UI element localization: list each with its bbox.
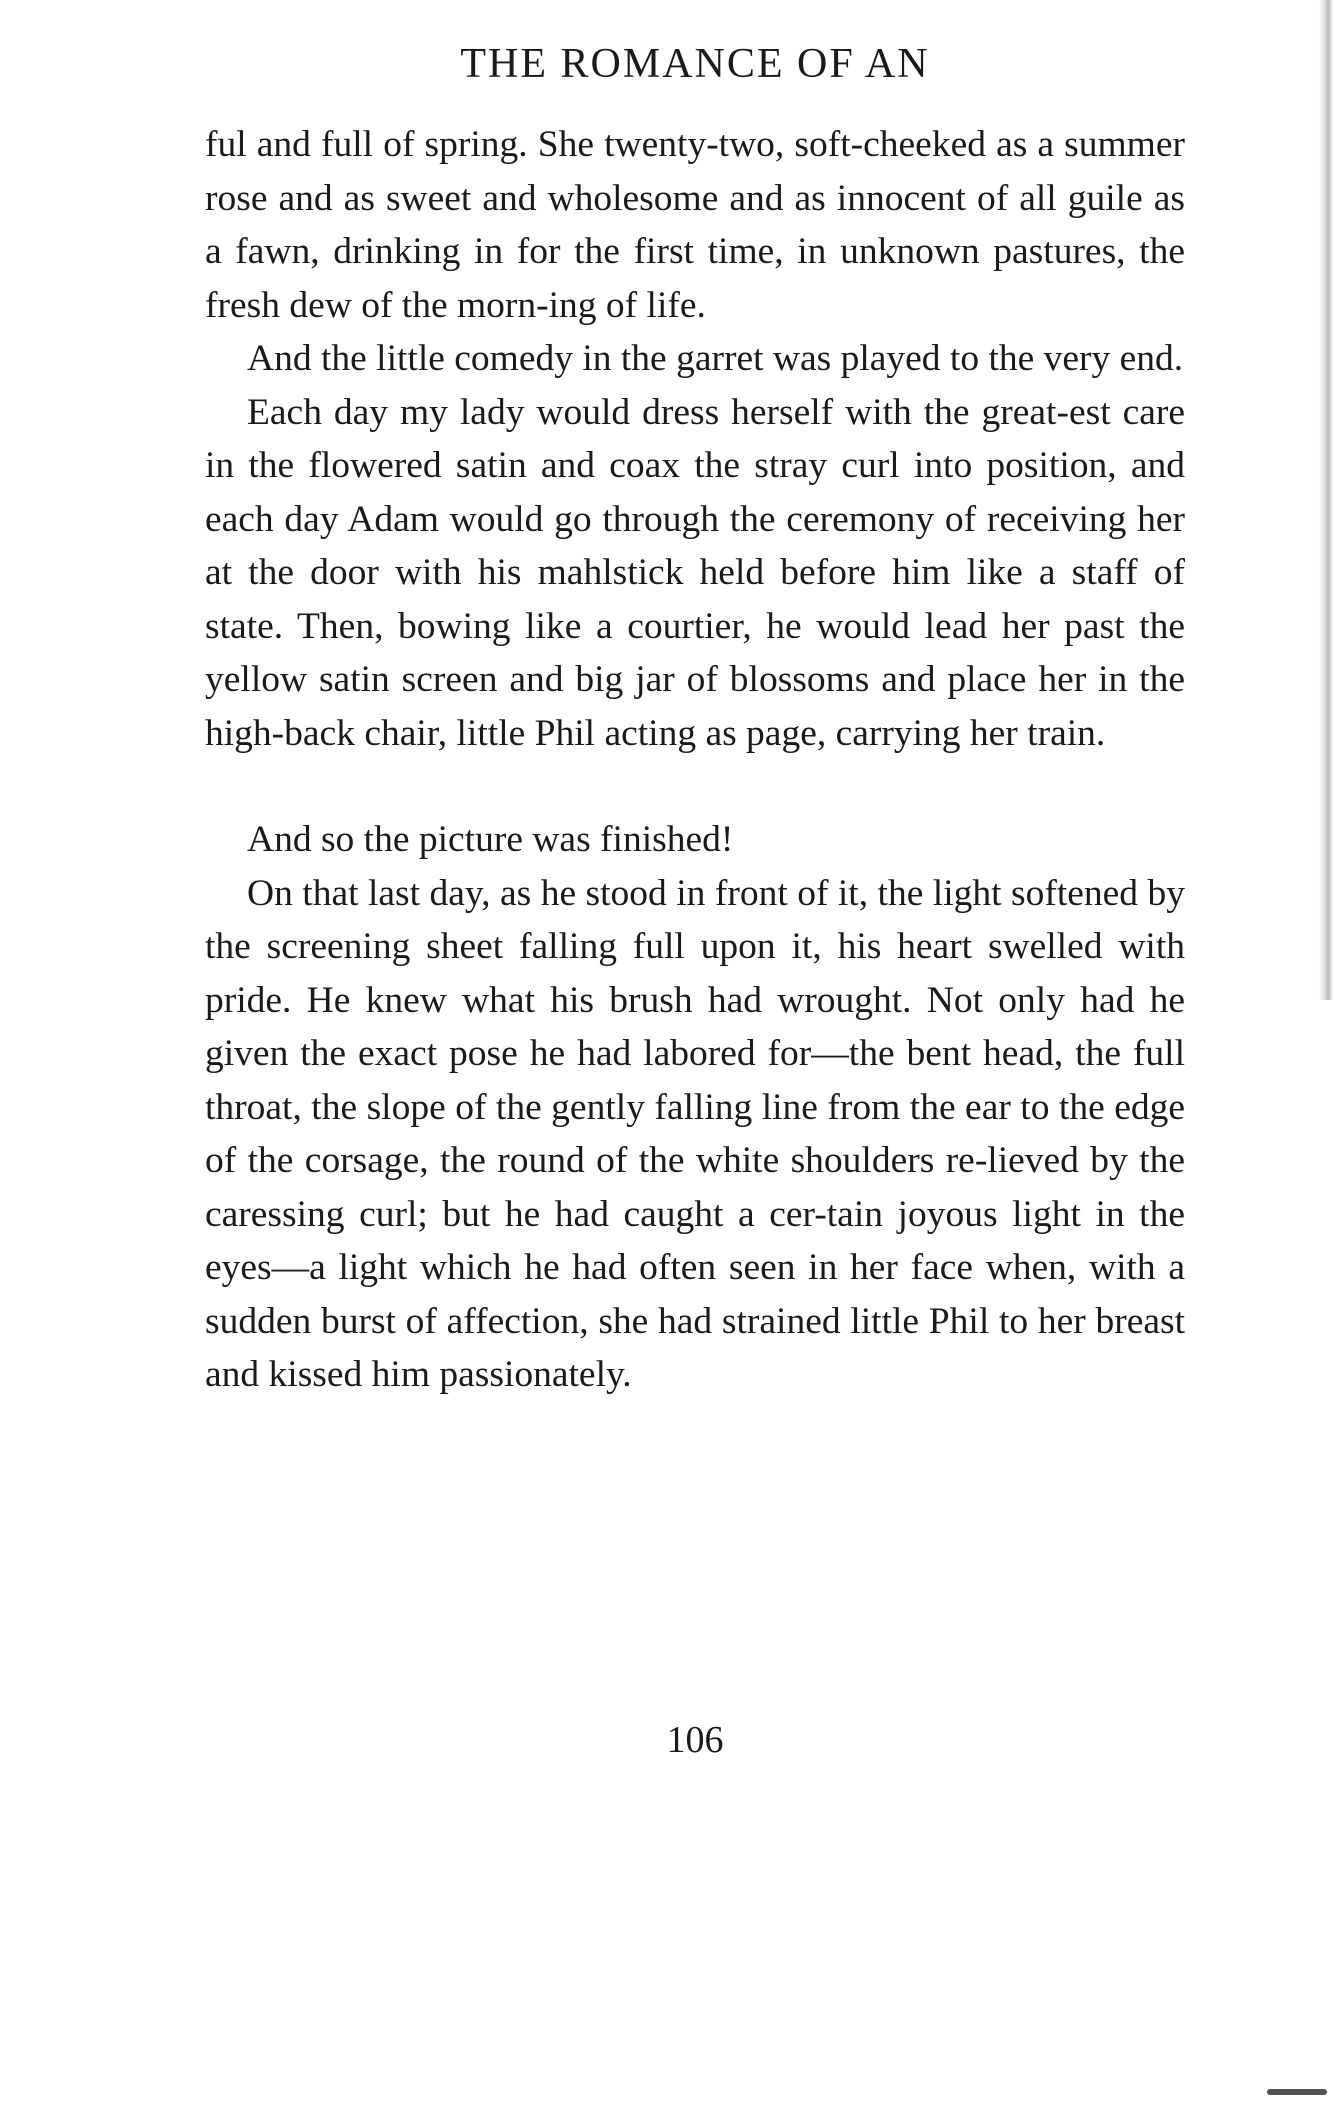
- page-edge-mark: [1267, 2089, 1327, 2095]
- body-text: [205, 118, 1185, 1402]
- paragraph: And so the picture was finished!: [247, 819, 734, 860]
- page-edge-shadow: [1319, 0, 1333, 1000]
- paragraph-continued: ful and full of spring. She twenty-two, soft-cheeked as a summer rose and as sweet and wholesome and as innocent of all guile as a fawn, drinking in for the first time, in unknown pastures, the fresh dew of the morn-ing of life.: [205, 124, 1185, 326]
- page-number: 106: [666, 1719, 724, 1761]
- paragraph: Each day my lady would dress herself with the great-est care in the flowered satin and coax the stray curl into position, and each day Adam would go through the ceremony of receiving her at the door with his mahlstick held before him like a staff of state. Then, bowing like a courtier, he would lead her past the yellow satin screen and big jar of blossoms and place her in the high-back chair, little Phil acting as page, carrying her train.: [205, 391, 1185, 754]
- paragraph: And the little comedy in the garret was played to the very end.: [247, 338, 1184, 379]
- paragraph: On that last day, as he stood in front of it, the light softened by the screening sheet falling full upon it, his heart swelled with pride. He knew what his brush had wrought. Not only had he given the exact pose he had labored for—the bent head, the full throat, the slope of the gently falling line from the ear to the edge of the corsage, the round of the white shoulders re-lieved by the caressing curl; but he had caught a cer-tain joyous light in the eyes—a light which he had often seen in her face when, with a sudden burst of affection, she had strained little Phil to her breast and kissed him passionately.: [205, 872, 1185, 1395]
- running-head: THE ROMANCE OF AN: [460, 41, 930, 87]
